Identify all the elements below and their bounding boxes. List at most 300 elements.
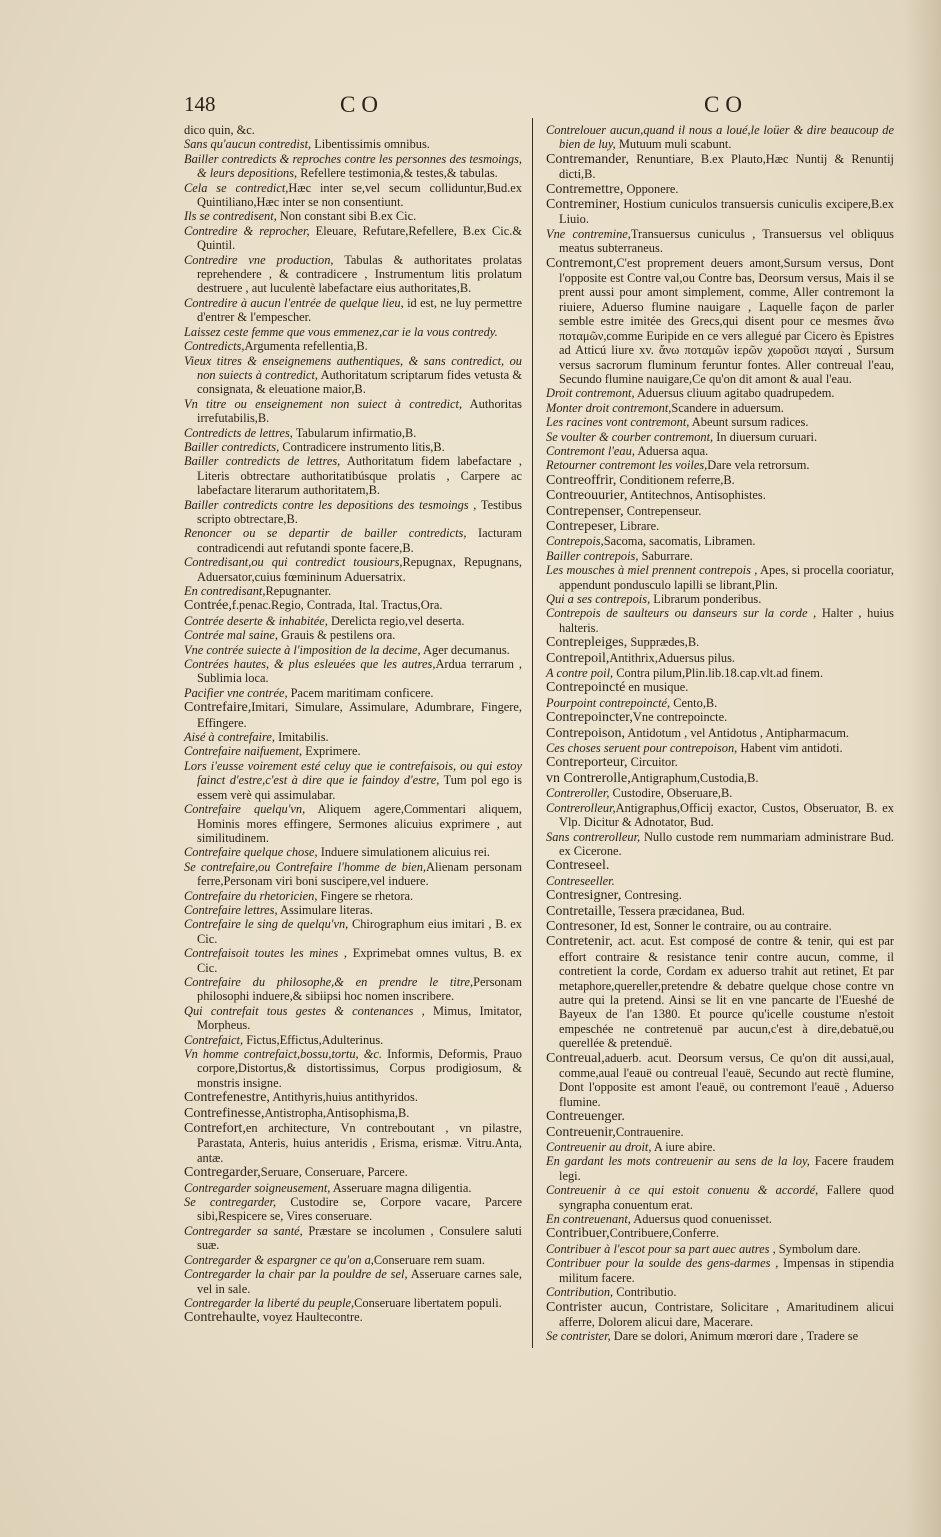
entry-definition: Scandere in aduersum.: [671, 400, 784, 415]
entry-definition: Asseruare magna diligentia.: [330, 1180, 472, 1195]
dictionary-entry: [546, 549, 894, 563]
dictionary-entry: [546, 741, 894, 755]
dictionary-entry: [546, 726, 894, 741]
dictionary-entry: [184, 686, 522, 700]
entry-headword: Contreuenir,: [546, 1124, 616, 1140]
entry-headword: Renoncer ou se departir de bailler contredicts,: [184, 526, 467, 541]
dictionary-entry: [184, 903, 522, 917]
dictionary-entry: [546, 1300, 894, 1330]
entry-definition: Antithyris,huius antithyridos.: [269, 1090, 418, 1105]
entry-definition: Exprimere.: [302, 744, 361, 759]
entry-headword: Se contrefaire,ou Contrefaire l'homme de bien,: [184, 859, 426, 874]
entry-headword: Contregarder,: [184, 1165, 261, 1181]
entry-headword: Contrelouer aucun,quand il nous a loué,le loüer & dire beaucoup de bien de luy,: [546, 123, 894, 152]
dictionary-entry: [184, 657, 522, 686]
entry-headword: Contremont l'eau,: [546, 443, 635, 458]
entry-headword: Ils se contredisent,: [184, 209, 277, 224]
entry-headword: Contrepenser,: [546, 503, 624, 519]
entry-headword: Contrepoison,: [546, 725, 625, 741]
entry-definition: Tabularum infirmatio,B.: [292, 425, 417, 440]
entry-headword: Retourner contremont les voiles,: [546, 458, 708, 473]
dictionary-entry: [184, 1181, 522, 1195]
entry-definition: Contrauenire.: [615, 1124, 684, 1139]
entry-headword: Cela se contredict,: [184, 180, 289, 195]
entry-definition: Dare vela retrorsum.: [707, 458, 810, 473]
entry-definition: Librarum ponderibus.: [650, 592, 762, 606]
entry-headword: Pacifier vne contrée,: [184, 685, 288, 700]
entry-headword: Laissez ceste femme que vous emmenez,car ie la vous contredy.: [184, 324, 498, 339]
entry-definition: C'est proprement deuers amont,Sursum versus, Dont l'opposite est Contre val,ou Contre bas, Deorsum versus, Mais il se prent aussi pour amont simplement, comme, Aller contremont la riuiere, Aduerso flumine nauigare , Laquelle façon de parler semble estre imitée des Grecs,qui disent pour ce mesmes ἄνω ποταμῶν,comme Euripide en ce vers allegué par Cicero ès Epistres ad Atticú liure xv. ἄνω ποταμῶν ἱερῶν χωροῦσι παγαί , Sursum versus sacrorum fluminum feruntur fontes. Aller contreual l'eau, Secundo flumine nauigare,Ce qu'on dit amont & aual l'eau.: [559, 255, 894, 386]
dictionary-entry: [546, 1256, 894, 1285]
dictionary-entry: [546, 755, 894, 770]
dictionary-entry: [546, 504, 894, 519]
dictionary-entry: [546, 1183, 894, 1212]
page-number: 148: [184, 92, 216, 116]
dictionary-entry: [546, 563, 894, 592]
entry-definition: Aduersus quod conuenisset.: [630, 1212, 772, 1227]
entry-headword: Contreseel.: [546, 858, 610, 874]
dictionary-entry: [184, 1195, 522, 1224]
entry-headword: Sans contrerolleur,: [546, 829, 641, 844]
dictionary-entry: [546, 488, 894, 503]
dictionary-entry: [184, 1047, 522, 1090]
entry-headword: Contrefaire le sing de quelqu'vn,: [184, 917, 349, 932]
entry-headword: Aisé à contrefaire,: [184, 730, 275, 745]
dictionary-entry: [184, 975, 522, 1004]
dictionary-entry: [546, 786, 894, 800]
dictionary-entry: [546, 696, 894, 710]
entry-headword: Contreuenir au droit,: [546, 1140, 652, 1155]
entry-definition: A iure abire.: [651, 1140, 716, 1155]
entry-definition: Fallere quod syngrapha conuentum erat.: [559, 1183, 894, 1212]
dictionary-entry: [546, 1051, 894, 1110]
dictionary-entry: [184, 1310, 522, 1325]
entry-headword: Contrefaire quelque chose,: [184, 845, 318, 860]
entry-definition: Alienam personam ferre,Personam viri boni suscipere,vel induere.: [197, 859, 522, 889]
dictionary-entry: [184, 917, 522, 946]
dictionary-entry: [546, 444, 894, 458]
dictionary-entry: [546, 1125, 894, 1140]
entry-definition: Opponere.: [623, 181, 679, 196]
dictionary-entry: [546, 519, 894, 534]
dictionary-entry: [184, 643, 522, 657]
entry-headword: Vn titre ou enseignement non suiect à contredict,: [184, 396, 463, 411]
dictionary-entry: [184, 845, 522, 859]
entry-definition: Derelicta regio,vel deserta.: [327, 613, 465, 628]
entry-definition: id est, ne luy permettre d'entrer & l'empescher.: [197, 295, 522, 325]
entry-headword: Contrées hautes, & plus esleuées que les autres,: [184, 657, 436, 672]
dictionary-entry: [184, 1004, 522, 1033]
entry-headword: Contrerolleur,: [546, 800, 616, 815]
dictionary-entry: [546, 801, 894, 830]
dictionary-entry: [546, 606, 894, 635]
entry-headword: Contrefaire du philosophe,& en prendre le titre,: [184, 974, 474, 989]
entry-headword: Contrée deserte & inhabitée,: [184, 613, 328, 628]
entry-headword: Contrehaulte,: [184, 1310, 260, 1326]
dictionary-entry: [184, 1296, 522, 1310]
dictionary-entry: [184, 209, 522, 223]
dictionary-entry: [184, 1121, 522, 1165]
entry-definition: Contradicere instrumento litis,B.: [279, 439, 445, 454]
entry-headword: Contremander,: [546, 151, 630, 167]
dictionary-entry: [546, 710, 894, 725]
entry-headword: Contredicts de lettres,: [184, 425, 293, 440]
entry-definition: Contresing.: [621, 888, 682, 903]
page-edge-shadow: [905, 0, 941, 1537]
dictionary-entry: [546, 635, 894, 650]
dictionary-entry: [546, 1154, 894, 1183]
entry-headword: Contrepoincté: [546, 680, 626, 696]
entry-definition: Antigraphus,Officij exactor, Custos, Obseruator, B. ex Vlp. Dicitur & Adnotator, Bud.: [559, 800, 894, 830]
dictionary-entry: [184, 224, 522, 253]
entry-definition: aduerb. acut. Deorsum versus, Ce qu'on dit aussi,aual, comme,aual l'eauë ou contreual l'eauë, Secundo aut rectè flumine, Dont l'opposite est amont l'eauë, ou contremont l'eauë , Aduerso flumine.: [559, 1050, 894, 1109]
entry-headword: Contreminer,: [546, 197, 620, 213]
entry-headword: En gardant les mots contreuenir au sens de la loy,: [546, 1154, 810, 1169]
entry-definition: Authoritatum fidem labefactare , Literis obtrectare authoritatibúsque prolatis , Carpere ac labefactare literarum authoritatem,B.: [197, 454, 522, 498]
running-head-right: CO: [704, 92, 748, 117]
entry-headword: Bailler contredicts,: [184, 439, 280, 454]
entry-headword: Contrefort,: [184, 1121, 246, 1137]
dictionary-entry: [546, 858, 894, 873]
entry-headword: Contrepoil,: [546, 650, 610, 666]
dictionary-entry: [546, 888, 894, 903]
dictionary-entry: [546, 1242, 894, 1256]
entry-definition: Præstare se incolumen , Consulere saluti suæ.: [197, 1223, 522, 1253]
entry-definition: Authoritas irrefutabilis,B.: [197, 396, 522, 426]
dictionary-entry: [184, 296, 522, 325]
entry-definition: Tabulas & authoritates prolatas reprehendere , & contradicere , Instrumentum litis prolatum destruere , aut luculentè labefactare eius authoritates,B.: [197, 252, 522, 296]
entry-definition: Vne contrepoincte.: [632, 710, 728, 725]
dictionary-entry: [184, 860, 522, 889]
entry-definition: Custodire se, Corpore vacare, Parcere sibi,Respicere se, Vires conseruare.: [197, 1195, 522, 1224]
dictionary-entry: [184, 1090, 522, 1105]
entry-headword: Contreuenger.: [546, 1109, 625, 1125]
entry-headword: Sans qu'aucun contredist,: [184, 137, 312, 152]
dictionary-entry: [184, 1253, 522, 1267]
entry-headword: Contreseeller.: [546, 873, 615, 888]
entry-definition: Librare.: [616, 518, 660, 533]
entry-definition: Id est, Sonner le contraire, ou au contraire.: [617, 918, 832, 933]
entry-definition: Asseruare carnes sale, vel in sale.: [197, 1267, 522, 1296]
entry-definition: Ardua terrarum , Sublimia loca.: [197, 657, 522, 686]
entry-definition: dico quin, &c.: [184, 123, 255, 137]
entry-definition: Seruare, Conseruare, Parcere.: [260, 1165, 408, 1180]
entry-headword: Contrefaire naifuement,: [184, 744, 303, 759]
entry-headword: Contregarder la liberté du peuple,: [184, 1295, 355, 1310]
dictionary-entry: [546, 415, 894, 429]
entry-definition: Impensas in stipendia militum facere.: [559, 1256, 894, 1285]
dictionary-entry: [184, 584, 522, 598]
entry-definition: Non constant sibi B.ex Cic.: [276, 209, 417, 224]
dictionary-entry: [546, 227, 894, 256]
entry-headword: A contre poil,: [546, 666, 614, 681]
entry-headword: Vne contremine,: [546, 226, 631, 241]
dictionary-entry: [546, 904, 894, 919]
entry-definition: Grauis & pestilens ora.: [277, 628, 396, 643]
dictionary-entry: [184, 1033, 522, 1047]
dictionary-entry: [546, 919, 894, 934]
dictionary-entry: [546, 592, 894, 606]
entry-headword: Contretenir,: [546, 934, 613, 950]
entry-headword: Se voulter & courber contremont,: [546, 429, 714, 444]
entry-definition: Chirographum eius imitari , B. ex Cic.: [197, 917, 522, 946]
dictionary-entry: [184, 137, 522, 151]
entry-headword: Les mousches à miel prennent contrepois ,: [546, 563, 758, 578]
entry-definition: Contra pilum,Plin.lib.18.cap.vlt.ad finem.: [613, 666, 824, 681]
dictionary-entry: [546, 256, 894, 387]
dictionary-entry: [184, 354, 522, 397]
entry-definition: Induere simulationem alicuius rei.: [317, 845, 491, 860]
entry-headword: Contrefaire lettres,: [184, 902, 278, 917]
entry-headword: vn Contrerolle,: [546, 770, 631, 786]
entry-definition: Informis, Deformis, Prauo corpore,Distortus,& distortissimus, Corpus prodigiosum, & monstris insigne.: [197, 1047, 522, 1090]
entry-definition: Mutuum muli scabunt.: [615, 137, 732, 152]
entry-headword: Contregarder & espargner ce qu'on a,: [184, 1252, 374, 1267]
left-column: [184, 123, 522, 1326]
dictionary-entry: [546, 473, 894, 488]
entry-definition: Antistropha,Antisophisma,B.: [264, 1105, 410, 1120]
dictionary-entry: [184, 759, 522, 802]
dictionary-entry: [184, 1267, 522, 1296]
entry-definition: Iacturam contradicendi aut refutandi sponte facere,B.: [197, 526, 522, 555]
entry-definition: Repugnanter.: [265, 584, 332, 598]
entry-headword: Contreual,: [546, 1050, 605, 1066]
entry-headword: Pourpoint contrepoincté,: [546, 695, 671, 710]
entry-headword: Contregarder soigneusement,: [184, 1180, 331, 1195]
entry-definition: Transuersus cuniculus , Transuersus vel obliquus meatus subterraneus.: [559, 226, 894, 256]
dictionary-entry: [184, 744, 522, 758]
dictionary-entry: [546, 651, 894, 666]
entry-headword: Contribution,: [546, 1285, 614, 1300]
entry-definition: Refellere testimonia,& testes,& tabulas.: [297, 166, 498, 181]
entry-definition: Conditionem referre,B.: [616, 472, 735, 487]
dictionary-entry: [184, 498, 522, 527]
entry-definition: Apes, si procella cooriatur, appendunt pondusculo lapilli se librant,Plin.: [559, 563, 894, 592]
running-head-left: CO: [340, 92, 384, 117]
entry-definition: Antidotum , vel Antidotus , Antipharmacum.: [624, 725, 850, 740]
entry-headword: Contrée,: [184, 598, 232, 614]
entry-headword: Qui contrefait tous gestes & contenances ,: [184, 1003, 425, 1018]
entry-headword: Contresoner,: [546, 918, 618, 934]
dictionary-entry: [546, 874, 894, 888]
entry-headword: Contreporteur,: [546, 755, 628, 771]
dictionary-entry: [184, 181, 522, 210]
entry-definition: Personam philosophi induere,& sibiipsi hoc nomen inscribere.: [197, 974, 522, 1004]
entry-headword: En contreuenant,: [546, 1212, 631, 1227]
entry-headword: Contreoffrir,: [546, 472, 617, 488]
entry-headword: Contremettre,: [546, 181, 624, 197]
page-header: [0, 92, 941, 122]
dictionary-entry: [184, 1165, 522, 1180]
entry-definition: Sacoma, sacomatis, Libramen.: [603, 534, 756, 549]
entry-definition: Circuitor.: [627, 755, 678, 770]
entry-definition: Argumenta refellentia,B.: [244, 339, 368, 354]
entry-definition: Tum pol ego is essem verè qui assimulabar.: [197, 773, 522, 802]
entry-headword: Contregarder sa santé,: [184, 1223, 303, 1238]
entry-headword: Contrister aucun,: [546, 1299, 648, 1315]
dictionary-entry: [184, 325, 522, 339]
entry-definition: Saburrare.: [638, 548, 693, 563]
dictionary-entry: [184, 1224, 522, 1253]
dictionary-entry: [546, 430, 894, 444]
entry-headword: Contrefinesse,: [184, 1105, 265, 1121]
entry-definition: Cento,B.: [670, 695, 718, 710]
entry-headword: Contrepleiges,: [546, 635, 628, 651]
entry-headword: Bailler contredicts contre les depositions des tesmoings ,: [184, 497, 477, 512]
entry-definition: Conseruare libertatem populi.: [354, 1295, 502, 1310]
entry-headword: Monter droit contremont,: [546, 400, 672, 415]
entry-definition: act. acut. Est composé de contre & tenir, qui est par effort contraire & resistance tenir contre aucun, comme, il contretient la corde, Cordam ex aduerso trahit aut retinet, Et par metaphore,quereller,pretendre & debatre quelque chose contre vn autre qui la pretend. Ainsi se lit en vne pancarte de l'Eueshé de Bayeux de l'an 1380. Et pource qu'icelle coustume n'estoit empeschée ne contretenuë par aucun,c'est à dire,debatuë,ou querellée & pretenduë.: [559, 934, 894, 1051]
dictionary-entry: [546, 197, 894, 227]
dictionary-entry: [546, 534, 894, 548]
dictionary-entry: [184, 802, 522, 845]
entry-definition: Libentissimis omnibus.: [311, 137, 430, 152]
dictionary-entry: [546, 934, 894, 1050]
entry-definition: Nullo custode rem nummariam administrare Bud. ex Cicerone.: [559, 829, 894, 858]
entry-headword: Contrefaict,: [184, 1032, 244, 1047]
entry-definition: en musique.: [625, 680, 689, 695]
dictionary-entry: [546, 1285, 894, 1299]
dictionary-entry: [184, 253, 522, 296]
entry-definition: Fingere se rhetora.: [317, 888, 414, 903]
entry-definition: Contribuere,Conferre.: [609, 1226, 720, 1241]
entry-headword: Bailler contredicts de lettres,: [184, 454, 341, 469]
entry-definition: voyez Haultecontre.: [259, 1310, 363, 1325]
entry-definition: Ager decumanus.: [420, 642, 510, 657]
dictionary-entry: [184, 730, 522, 744]
entry-definition: Aliquem agere,Commentari aliquem, Hominis mores effingere, Sermones alicuius exprimere , aut similitudinem.: [197, 802, 522, 845]
entry-definition: Facere fraudem legi.: [559, 1154, 894, 1183]
dictionary-entry: [184, 700, 522, 730]
dictionary-entry: [546, 771, 894, 786]
entry-headword: Contredire & reprocher,: [184, 223, 310, 238]
dictionary-entry: [546, 386, 894, 400]
entry-headword: Lors i'eusse voirement esté celuy que ie contrefaisois, ou qui estoy fainct d'estre,c'est à dire que ie faindoy d'estre,: [184, 758, 522, 788]
entry-headword: Contredisant,ou qui contredict tousiours,: [184, 555, 403, 570]
entry-headword: Contrefaisoit toutes les mines ,: [184, 946, 348, 961]
entry-headword: Contrefaire du rhetoricien,: [184, 888, 318, 903]
dictionary-entry: [184, 123, 522, 137]
dictionary-entry: [184, 555, 522, 584]
entry-headword: Droit contremont,: [546, 386, 635, 401]
entry-headword: Contreouurier,: [546, 488, 628, 504]
entry-definition: Hostium cuniculos transuersis cuniculis excipere,B.ex Liuio.: [559, 197, 894, 227]
dictionary-entry: [184, 339, 522, 353]
entry-definition: Imitabilis.: [274, 730, 329, 745]
entry-headword: Se contrister,: [546, 1329, 611, 1344]
entry-headword: Qui a ses contrepois,: [546, 592, 651, 606]
dictionary-entry: [546, 152, 894, 182]
entry-definition: Aduersus cliuum agitabo quadrupedem.: [634, 386, 835, 401]
entry-definition: Custodire, Obseruare,B.: [609, 786, 733, 801]
dictionary-entry: [184, 454, 522, 497]
entry-headword: Contreroller,: [546, 786, 610, 801]
entry-definition: Testibus scripto obtrectare,B.: [197, 497, 522, 526]
dictionary-entry: [546, 123, 894, 152]
entry-headword: Contremont,: [546, 255, 617, 271]
dictionary-entry: [546, 1329, 894, 1343]
entry-definition: In diuersum curuari.: [713, 429, 818, 444]
entry-definition: Fictus,Effictus,Adulterinus.: [243, 1032, 384, 1047]
entry-definition: Symbolum dare.: [775, 1241, 861, 1256]
entry-definition: Conseruare rem suam.: [373, 1252, 486, 1267]
dictionary-entry: [184, 1106, 522, 1121]
entry-definition: f.penac.Regio, Contrada, Ital. Tractus,Ora.: [231, 598, 443, 613]
dictionary-entry: [546, 680, 894, 695]
entry-definition: Habent vim antidoti.: [737, 741, 843, 756]
entry-definition: Dare se dolori, Animum mœrori dare , Tradere se: [610, 1329, 859, 1344]
entry-definition: Halter , huius halteris.: [559, 606, 894, 635]
entry-definition: Eleuare, Refutare,Refellere, B.ex Cic.& Quintil.: [197, 223, 522, 253]
entry-definition: Imitari, Simulare, Assimulare, Adumbrare, Fingere, Effingere.: [197, 700, 522, 730]
entry-definition: Exprimebat omnes vultus, B. ex Cic.: [197, 946, 522, 975]
entry-definition: Contributio.: [613, 1285, 677, 1300]
dictionary-entry: [546, 1212, 894, 1226]
entry-headword: Contrefaire,: [184, 700, 252, 716]
dictionary-entry: [546, 1140, 894, 1154]
dictionary-entry: [184, 152, 522, 181]
entry-definition: Tessera præcidanea, Bud.: [615, 903, 745, 918]
entry-definition: Authoritatum scriptarum fides vetusta & consignata, & eleuatione maior,B.: [197, 367, 523, 397]
dictionary-entry: [184, 397, 522, 426]
dictionary-entry: [184, 440, 522, 454]
entry-headword: Contrepoincter,: [546, 710, 633, 726]
entry-definition: Contristare, Solicitare , Amaritudinem alicui afferre, Dolorem alicui dare, Macerare.: [559, 1299, 895, 1329]
dictionary-entry: [184, 526, 522, 555]
entry-definition: Antigraphum,Custodia,B.: [630, 770, 759, 785]
entry-headword: Contretaille,: [546, 903, 616, 919]
dictionary-entry: [184, 614, 522, 628]
entry-definition: Aduersa aqua.: [634, 443, 709, 458]
entry-headword: Contredire à aucun l'entrée de quelque lieu,: [184, 295, 404, 310]
entry-headword: Contrefenestre,: [184, 1090, 270, 1106]
entry-headword: Contrefaire quelqu'vn,: [184, 802, 306, 817]
dictionary-entry: [546, 458, 894, 472]
entry-definition: Abeunt sursum radices.: [689, 415, 809, 430]
entry-headword: Bailler contredicts & reproches contre les personnes des tesmoings, & leurs depositions,: [184, 151, 522, 181]
dictionary-entry: [546, 830, 894, 859]
dictionary-entry: [184, 628, 522, 642]
entry-definition: Contrepenseur.: [623, 503, 702, 518]
entry-headword: Contrepois,: [546, 534, 604, 549]
entry-headword: Contredicts,: [184, 339, 245, 354]
dictionary-entry: [546, 182, 894, 197]
entry-definition: Mimus, Imitator, Morpheus.: [197, 1003, 522, 1033]
entry-headword: Contresigner,: [546, 888, 622, 904]
entry-definition: Supprædes,B.: [627, 635, 700, 650]
entry-definition: Hæc inter se,vel secum colliduntur,Bud.ex Quintiliano,Hæc inter se non consentiunt.: [197, 180, 522, 210]
entry-definition: Antithrix,Aduersus pilus.: [609, 650, 736, 665]
entry-headword: Contrepeser,: [546, 518, 617, 534]
dictionary-entry: [184, 946, 522, 975]
entry-headword: Vn homme contrefaict,bossu,tortu, &c.: [184, 1047, 383, 1061]
entry-headword: Contreuenir à ce qui estoit conuenu & accordé,: [546, 1183, 819, 1198]
dictionary-entry: [184, 889, 522, 903]
dictionary-entry: [546, 1109, 894, 1124]
entry-headword: Se contregarder,: [184, 1195, 277, 1210]
dictionary-entry: [184, 426, 522, 440]
entry-headword: Vne contrée suiecte à l'imposition de la decime,: [184, 642, 421, 657]
dictionary-entry: [546, 1226, 894, 1241]
dictionary-entry: [546, 666, 894, 680]
entry-headword: Contribuer,: [546, 1226, 610, 1242]
entry-headword: Contredire vne production,: [184, 252, 334, 267]
dictionary-entry: [546, 401, 894, 415]
entry-definition: Assimulare literas.: [277, 902, 373, 917]
entry-headword: Contribuer à l'escot pour sa part auec autres ,: [546, 1241, 776, 1256]
entry-headword: Contribuer pour la soulde des gens-darmes ,: [546, 1256, 779, 1271]
column-divider: [532, 118, 533, 1348]
